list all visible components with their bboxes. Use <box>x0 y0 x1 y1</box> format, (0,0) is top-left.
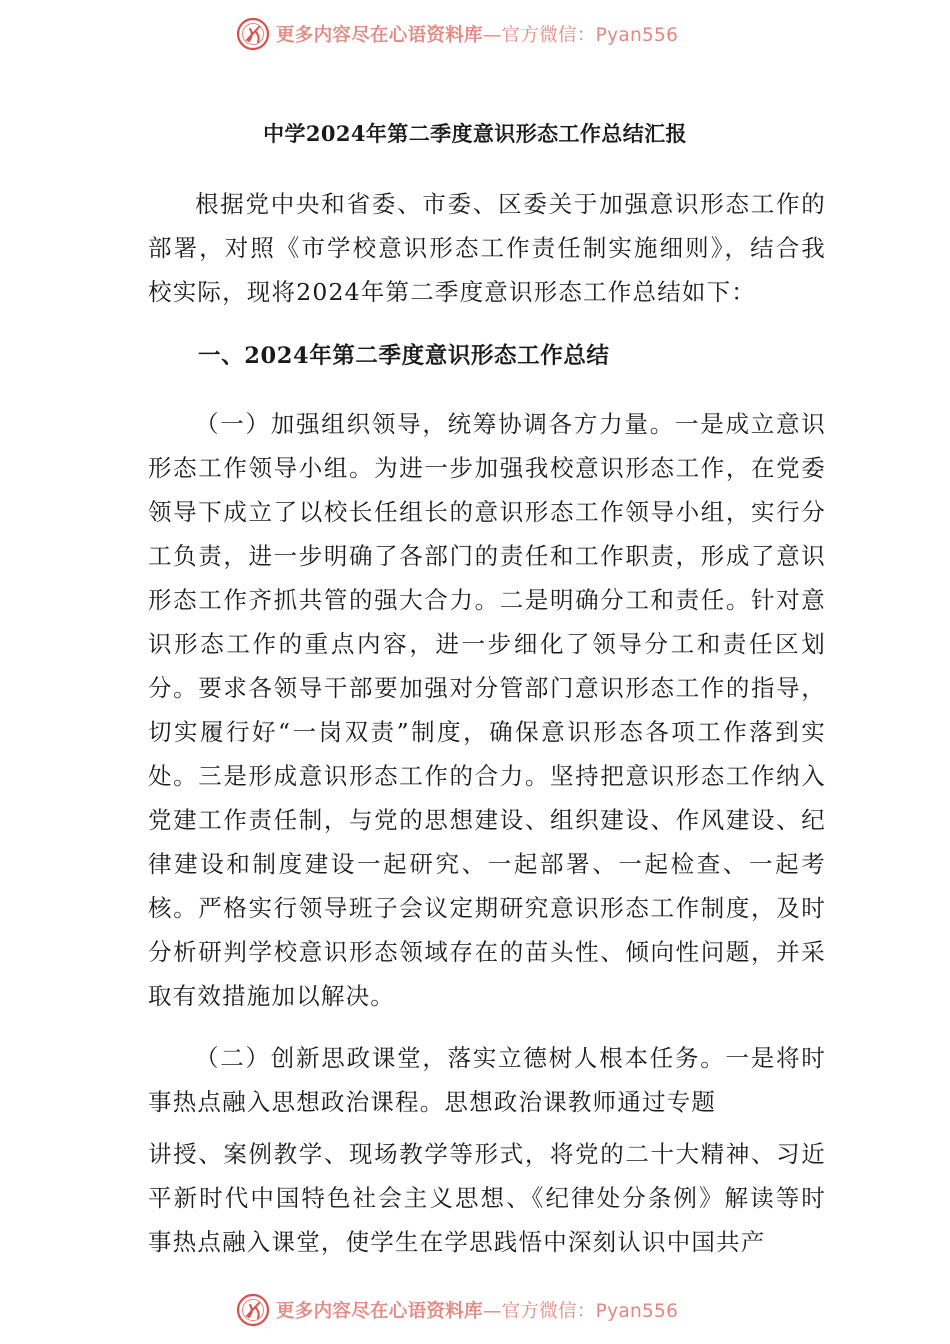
watermark-text: 更多内容尽在心语资料库—官方微信：Pyan556 <box>276 25 679 46</box>
paragraph-1-text: （一）加强组织领导，统筹协调各方力量。一是成立意识形态工作领导小组。为进一步加强我校意识形态工作，在党委领导下成立了以校长任组长的意识形态工作领导小组，实行分工负责，进一步明确了各部门的责任和工作职责，形成了意识形态工作齐抓共管的强大合力。二是明确分工和责任。针对意识形态工作的重点内容，进一步细化了领导分工和责任区划分。要求各领导干部要加强对分管部门意识形态工作的指导，切实履行好“一岗双责”制度，确保意识形态各项工作落到实处。三是形成意识形态工作的合力。坚持把意识形态工作纳入党建工作责任制，与党的思想建设、组织建设、作风建设、纪律建设和制度建设一起研究、一起部署、一起检查、一起考核。严格实行领导班子会议定期研究意识形态工作制度，及时分析研判学校意识形态领域存在的苗头性、倾向性问题，并采取有效措施加以解决。 <box>148 410 826 1010</box>
paragraph-2 <box>148 1036 826 1124</box>
watermark-footer <box>0 1290 950 1330</box>
paragraph-2-continued <box>148 1132 826 1264</box>
paragraph-2-text-part1: （二）创新思政课堂，落实立德树人根本任务。一是将时事热点融入思想政治课程。思想政治课教师通过专题 <box>148 1044 826 1116</box>
seal-logo-icon <box>236 17 270 51</box>
section-heading: 一、2024年第二季度意识形态工作总结 <box>198 343 610 369</box>
intro-text: 根据党中央和省委、市委、区委关于加强意识形态工作的部署，对照《市学校意识形态工作责任制实施细则》，结合我校实际，现将2024年第二季度意识形态工作总结如下： <box>148 190 826 306</box>
intro-paragraph <box>148 182 826 314</box>
watermark-text: 更多内容尽在心语资料库—官方微信：Pyan556 <box>276 1301 679 1322</box>
paragraph-2-text-part2: 讲授、案例教学、现场教学等形式，将党的二十大精神、习近平新时代中国特色社会主义思想、《纪律处分条例》解读等时事热点融入课堂，使学生在学思践悟中深刻认识中国共产 <box>148 1140 826 1256</box>
paragraph-1 <box>148 402 826 1018</box>
seal-logo-icon <box>236 1293 270 1327</box>
document-title: 中学2024年第二季度意识形态工作总结汇报 <box>263 121 687 146</box>
watermark-header <box>0 14 950 54</box>
